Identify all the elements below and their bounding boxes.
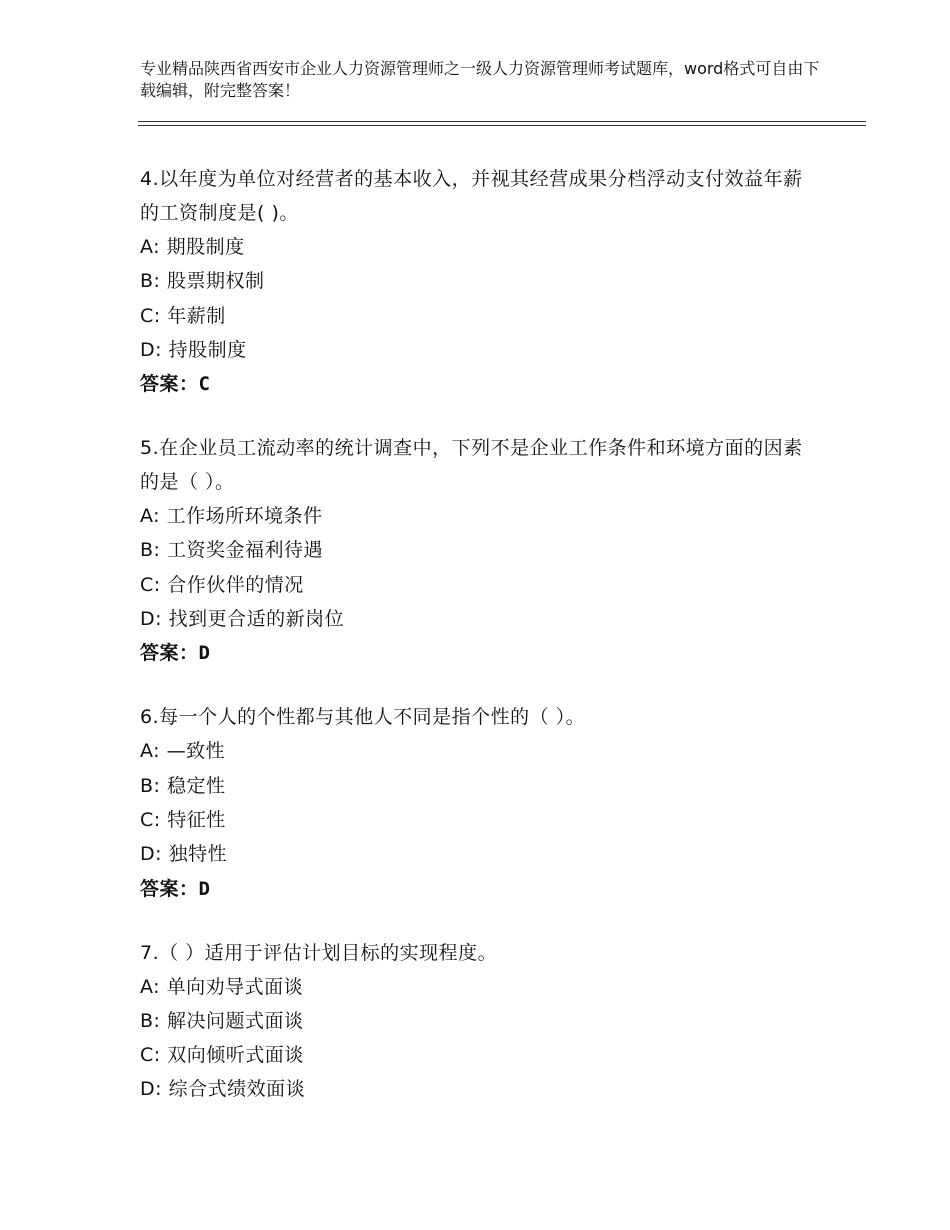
question-text: 4.以年度为单位对经营者的基本收入，并视其经营成果分档浮动支付效益年薪的工资制度是( )。 — [140, 168, 803, 224]
option-d: D: 综合式绩效面谈 — [140, 1078, 306, 1101]
document-header: 专业精品陕西省西安市企业人力资源管理师之一级人力资源管理师考试题库，word格式可自由下载编辑，附完整答案！ — [140, 59, 820, 100]
option-b: B: 股票期权制 — [140, 270, 265, 293]
option-c: C: 特征性 — [140, 808, 226, 831]
question-6 — [140, 700, 820, 905]
option-d: D: 持股制度 — [140, 338, 247, 361]
question-text: 5.在企业员工流动率的统计调查中，下列不是企业工作条件和环境方面的因素的是（ ）。 — [140, 437, 803, 494]
option-list — [140, 499, 820, 636]
question-7 — [140, 936, 820, 1107]
answer-label: 答案： — [140, 373, 199, 396]
answer-label: 答案： — [140, 642, 199, 665]
option-b: B: 稳定性 — [140, 774, 226, 797]
question-list — [140, 162, 820, 1137]
option-d: D: 独特性 — [140, 843, 228, 866]
question-4 — [140, 162, 820, 401]
answer-value: C — [198, 373, 211, 396]
option-list — [140, 230, 820, 367]
option-a: A: 单向劝导式面谈 — [140, 975, 304, 998]
answer-label: 答案： — [140, 877, 199, 900]
option-list — [140, 734, 820, 871]
header-divider-bottom — [138, 125, 866, 126]
question-text: 7.（ ）适用于评估计划目标的实现程度。 — [140, 941, 498, 964]
answer — [140, 367, 820, 401]
option-list — [140, 970, 820, 1107]
question-5 — [140, 431, 820, 670]
option-d: D: 找到更合适的新岗位 — [140, 608, 345, 631]
question-text: 6.每一个人的个性都与其他人不同是指个性的（ ）。 — [140, 706, 586, 729]
answer-value: D — [198, 642, 211, 665]
option-a: A: —致性 — [140, 740, 226, 763]
option-c: C: 年薪制 — [140, 304, 226, 327]
answer-value: D — [198, 877, 211, 900]
option-c: C: 双向倾听式面谈 — [140, 1044, 304, 1067]
header-divider-top — [138, 121, 866, 122]
option-b: B: 解决问题式面谈 — [140, 1009, 304, 1032]
answer — [140, 872, 820, 906]
option-c: C: 合作伙伴的情况 — [140, 573, 304, 596]
option-b: B: 工资奖金福利待遇 — [140, 539, 323, 562]
option-a: A: 期股制度 — [140, 236, 245, 258]
answer — [140, 636, 820, 670]
option-a: A: 工作场所环境条件 — [140, 505, 323, 528]
